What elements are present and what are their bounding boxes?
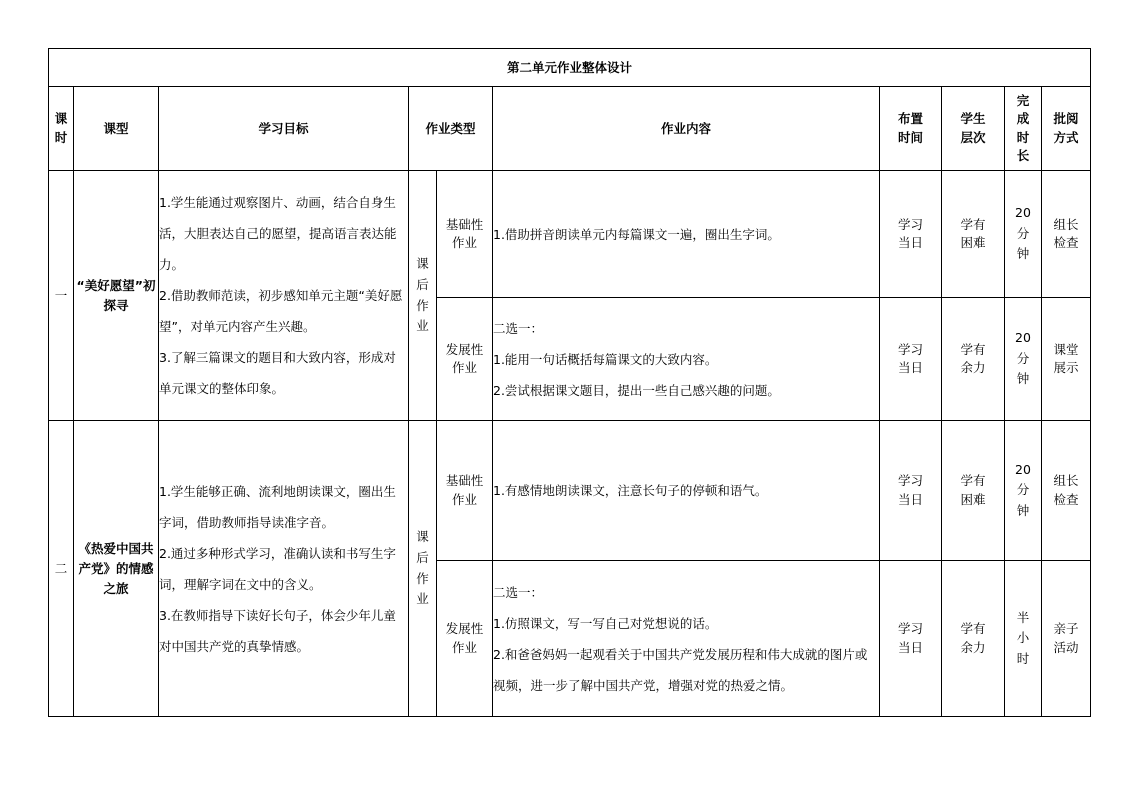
table-row bbox=[49, 171, 1091, 298]
content-line: 二选一： bbox=[493, 584, 544, 600]
hw-kind-cell: 基础性 作业 bbox=[437, 421, 493, 561]
hw-kind-cell: 发展性 作业 bbox=[437, 561, 493, 717]
goal-item: 1.学生能够正确、流利地朗读课文，圈出生字词，借助教师指导读准字音。 bbox=[159, 483, 396, 530]
duration-cell: 20 分 钟 bbox=[1005, 171, 1042, 298]
assign-time-cell: 学习 当日 bbox=[880, 171, 942, 298]
header-duration: 完 成 时 长 bbox=[1005, 87, 1042, 171]
header-student-level: 学生 层次 bbox=[942, 87, 1005, 171]
content-line: 2.和爸爸妈妈一起观看关于中国共产党发展历程和伟大成就的图片或视频，进一步了解中国共产党，增强对党的热爱之情。 bbox=[493, 646, 868, 693]
content-line: 1.仿照课文，写一写自己对党想说的话。 bbox=[493, 615, 718, 631]
goal-item: 3.在教师指导下读好长句子，体会少年儿童对中国共产党的真挚情感。 bbox=[159, 607, 396, 654]
hw-kind-cell: 基础性 作业 bbox=[437, 171, 493, 298]
header-period: 课 时 bbox=[49, 87, 74, 171]
header-hw-type: 作业类型 bbox=[409, 87, 493, 171]
review-cell: 组长 检查 bbox=[1042, 171, 1091, 298]
header-review: 批阅 方式 bbox=[1042, 87, 1091, 171]
homework-design-table bbox=[48, 48, 1091, 717]
lesson-type-cell: “美好愿望”初探寻 bbox=[74, 171, 159, 421]
hw-kind-cell: 发展性 作业 bbox=[437, 298, 493, 421]
content-line: 2.尝试根据课文题目，提出一些自己感兴趣的问题。 bbox=[493, 382, 780, 398]
hw-content-cell bbox=[493, 561, 880, 717]
goal-item: 3.了解三篇课文的题目和大致内容，形成对单元课文的整体印象。 bbox=[159, 350, 396, 396]
review-cell: 组长 检查 bbox=[1042, 421, 1091, 561]
goal-item: 2.借助教师范读，初步感知单元主题“美好愿望”，对单元内容产生兴趣。 bbox=[159, 288, 403, 334]
hw-content-cell bbox=[493, 298, 880, 421]
student-level-cell: 学有 余力 bbox=[942, 561, 1005, 717]
duration-cell: 半 小 时 bbox=[1005, 561, 1042, 717]
duration-cell: 20 分 钟 bbox=[1005, 298, 1042, 421]
goals-cell bbox=[159, 171, 409, 421]
student-level-cell: 学有 余力 bbox=[942, 298, 1005, 421]
content-line: 二选一： bbox=[493, 320, 544, 336]
period-cell: 二 bbox=[49, 421, 74, 717]
duration-cell: 20 分 钟 bbox=[1005, 421, 1042, 561]
table-title: 第二单元作业整体设计 bbox=[49, 49, 1091, 87]
review-cell: 亲子 活动 bbox=[1042, 561, 1091, 717]
student-level-cell: 学有 困难 bbox=[942, 421, 1005, 561]
goal-item: 1.学生能通过观察图片、动画，结合自身生活，大胆表达自己的愿望，提高语言表达能力。 bbox=[159, 195, 397, 272]
review-cell: 课堂 展示 bbox=[1042, 298, 1091, 421]
hw-content-cell bbox=[493, 171, 880, 298]
header-lesson-type: 课型 bbox=[74, 87, 159, 171]
assign-time-cell: 学习 当日 bbox=[880, 298, 942, 421]
hw-category-cell: 课 后 作 业 bbox=[409, 421, 437, 717]
content-line: 1.能用一句话概括每篇课文的大致内容。 bbox=[493, 351, 718, 367]
hw-content-cell bbox=[493, 421, 880, 561]
content-line: 1.有感情地朗读课文，注意长句子的停顿和语气。 bbox=[493, 483, 768, 498]
content-line: 1.借助拼音朗读单元内每篇课文一遍，圈出生字词。 bbox=[493, 226, 780, 242]
lesson-type-cell: 《热爱中国共产党》的情感之旅 bbox=[74, 421, 159, 717]
student-level-cell: 学有 困难 bbox=[942, 171, 1005, 298]
table-row bbox=[49, 421, 1091, 561]
header-goals: 学习目标 bbox=[159, 87, 409, 171]
goals-cell bbox=[159, 421, 409, 717]
assign-time-cell: 学习 当日 bbox=[880, 421, 942, 561]
goal-item: 2.通过多种形式学习，准确认读和书写生字词，理解字词在文中的含义。 bbox=[159, 545, 396, 592]
header-hw-content: 作业内容 bbox=[493, 87, 880, 171]
assign-time-cell: 学习 当日 bbox=[880, 561, 942, 717]
header-assign-time: 布置 时间 bbox=[880, 87, 942, 171]
header-row bbox=[49, 87, 1091, 171]
period-cell: 一 bbox=[49, 171, 74, 421]
hw-category-cell: 课 后 作 业 bbox=[409, 171, 437, 421]
